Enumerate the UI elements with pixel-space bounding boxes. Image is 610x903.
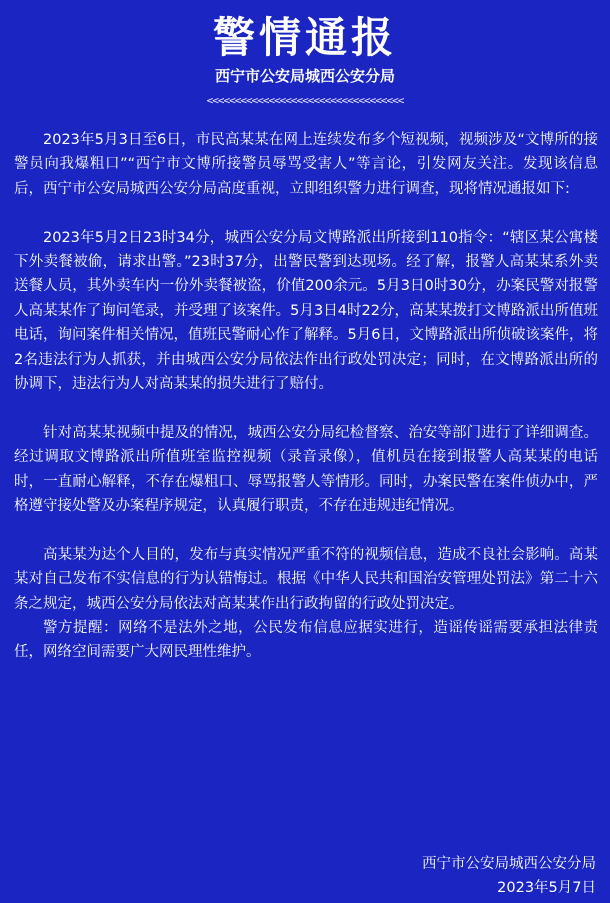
decorative-divider: <<<<<<<<<<<<<<<<<<<<<<<<<<<<<<<<<<< [206,94,404,107]
paragraph-gap [14,201,598,225]
notice-body [14,128,598,665]
signature-org: 西宁市公安局城西公安分局 [422,856,596,872]
page-title: 警情通报 [212,13,397,62]
signature-block [422,852,596,901]
issuer-subtitle: 西宁市公安局城西公安分局 [214,67,395,85]
paragraph-intro: 2023年5月3日至6日，市民高某某在网上连续发布多个短视频，视频涉及“文博所的接警员向我爆粗口”“西宁市文博所接警员辱骂受害人”等言论，引发网友关注。发现该信息后，西宁市公安局城西公安分局高度重视，立即组织警力进行调查，现将情况通报如下: [14,132,598,197]
paragraph-reminder: 警方提醒：网络不是法外之地，公民发布信息应据实进行，造谣传谣需要承担法律责任，网络空间需要广大网民理性维护。 [14,620,598,661]
paragraph-incident: 2023年5月2日23时34分，城西公安分局文博路派出所接到110指令：“辖区某公寓楼下外卖餐被偷，请求出警。”23时37分，出警民警到达现场。经了解，报警人高某某系外卖送餐人员，其外卖车内一份外卖餐被盗，价值200余元。5月3日0时30分，办案民警对报警人高某某作了询问笔录，并受理了该案件。5月3日4时22分，高某某拨打文博路派出所值班电话，询问案件相关情况，值班民警耐心作了解释。5月6日，文博路派出所侦破该案件，将2名违法行为人抓获，并由城西公安分局依法作出行政处罚决定；同时，在文博路派出所的协调下，违法行为人对高某某的损失进行了赔付。 [14,229,598,393]
signature-date: 2023年5月7日 [497,880,596,897]
paragraph-gap [14,518,598,542]
paragraph-investigation: 针对高某某视频中提及的情况，城西公安分局纪检督察、治安等部门进行了详细调查。经过调取文博路派出所值班室监控视频（录音录像），值机员在接到报警人高某某的电话时，一直耐心解释，不存在爆粗口、辱骂报警人等情形。同时，办案民警在案件侦办中，严格遵守接处警及办案程序规定，认真履行职责，不存在违规违纪情况。 [14,424,598,515]
paragraph-gap [14,396,598,420]
paragraph-penalty: 高某某为达个人目的，发布与真实情况严重不符的视频信息，造成不良社会影响。高某某对自己发布不实信息的行为认错悔过。根据《中华人民共和国治安管理处罚法》第二十六条之规定，城西公安分局依法对高某某作出行政拘留的行政处罚决定。 [14,546,598,612]
